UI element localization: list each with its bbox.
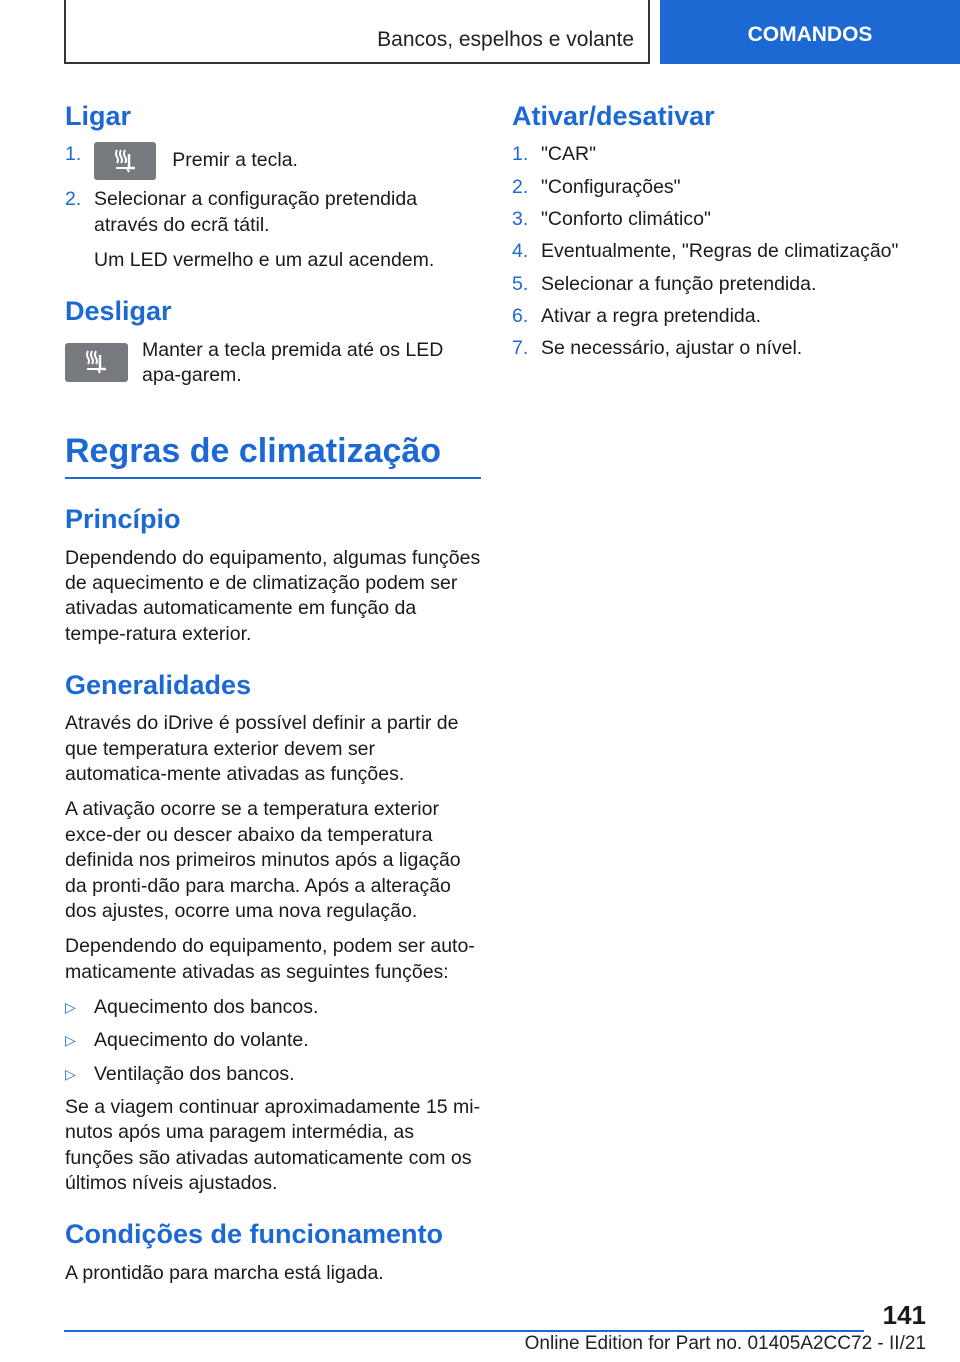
functions-list [65,995,481,1087]
footer-divider [64,1330,864,1332]
list-item: 2. "Configurações" [512,175,681,198]
heading-generalidades: Generalidades [65,670,252,701]
condicoes-text: A prontidão para marcha está ligada. [65,1261,384,1284]
list-item: ▷ Aquecimento dos bancos. [65,995,481,1020]
principio-text: Dependendo do equipamento, algumas funções de aquecimento e de climatização podem ser ativadas automaticamente em função da tempe-ratura exterior. [65,546,481,645]
heading-principio: Princípio [65,504,181,535]
generalidades-p2: A ativação ocorre se a temperatura exterior exce-der ou descer abaixo da temperatura definida nos primeiros minutos após a ligação da pronti-dão para marcha. Após a alteração dos ajustes, ocorre uma nova regulação. [65,798,461,922]
left-column [65,100,481,1296]
chapter-tab[interactable] [660,0,960,64]
ligar-steps [65,142,481,238]
edition-text: Online Edition for Part no. 01405A2CC72 - II/21 [524,1333,926,1354]
desligar-row [65,338,481,389]
list-item: 6. Ativar a regra pretendida. [512,305,762,328]
heading-ligar: Ligar [65,101,132,131]
page-number: 141 [882,1300,926,1330]
chapter-heading: Regras de climatização [65,431,442,470]
seat-climate-icon [94,142,156,180]
seat-climate-icon [65,343,128,382]
triangle-bullet-icon: ▷ [65,1065,76,1082]
step-number: 1. [65,143,82,166]
ligar-note: Um LED vermelho e um azul acendem. [94,249,435,272]
list-item: 3. "Conforto climático" [512,208,711,231]
list-item: 4. Eventualmente, "Regras de climatização" [512,240,899,263]
section-title: Bancos, espelhos e volante [377,28,634,51]
list-item: 1. "CAR" [512,143,597,166]
chapter-heading-wrap [65,431,481,480]
triangle-bullet-icon: ▷ [65,1032,76,1049]
generalidades-p4: Se a viagem continuar aproximadamente 15 mi-nutos após uma paragem intermédia, as funções são ativadas automaticamente com os últimos níveis ajustados. [65,1095,481,1194]
desligar-text: Manter a tecla premida até os LED apa-garem. [142,338,444,387]
header-section-box [64,0,650,64]
step-text: Premir a tecla. [172,149,298,172]
list-item: ▷ Ventilação dos bancos. [65,1062,481,1087]
heading-ativar-desativar: Ativar/desativar [512,101,715,131]
heading-desligar: Desligar [65,296,172,327]
generalidades-p3: Dependendo do equipamento, podem ser auto-maticamente ativadas as seguintes funções: [65,935,475,983]
list-item: 7. Se necessário, ajustar o nível. [512,337,803,360]
list-item: 5. Selecionar a função pretendida. [512,272,817,295]
step-number: 2. [65,188,82,211]
chapter-label: COMANDOS [747,23,873,46]
generalidades-p1: Através do iDrive é possível definir a partir de que temperatura exterior devem ser automatica-mente ativadas as funções. [65,712,459,786]
heading-condicoes: Condições de funcionamento [65,1219,444,1250]
list-item [65,142,481,180]
ativar-steps [512,142,912,361]
list-item: ▷ Aquecimento do volante. [65,1028,481,1053]
list-item [65,187,481,238]
step-text: Selecionar a configuração pretendida através do ecrã tátil. [94,188,418,236]
right-column [512,100,912,372]
triangle-bullet-icon: ▷ [65,998,76,1015]
